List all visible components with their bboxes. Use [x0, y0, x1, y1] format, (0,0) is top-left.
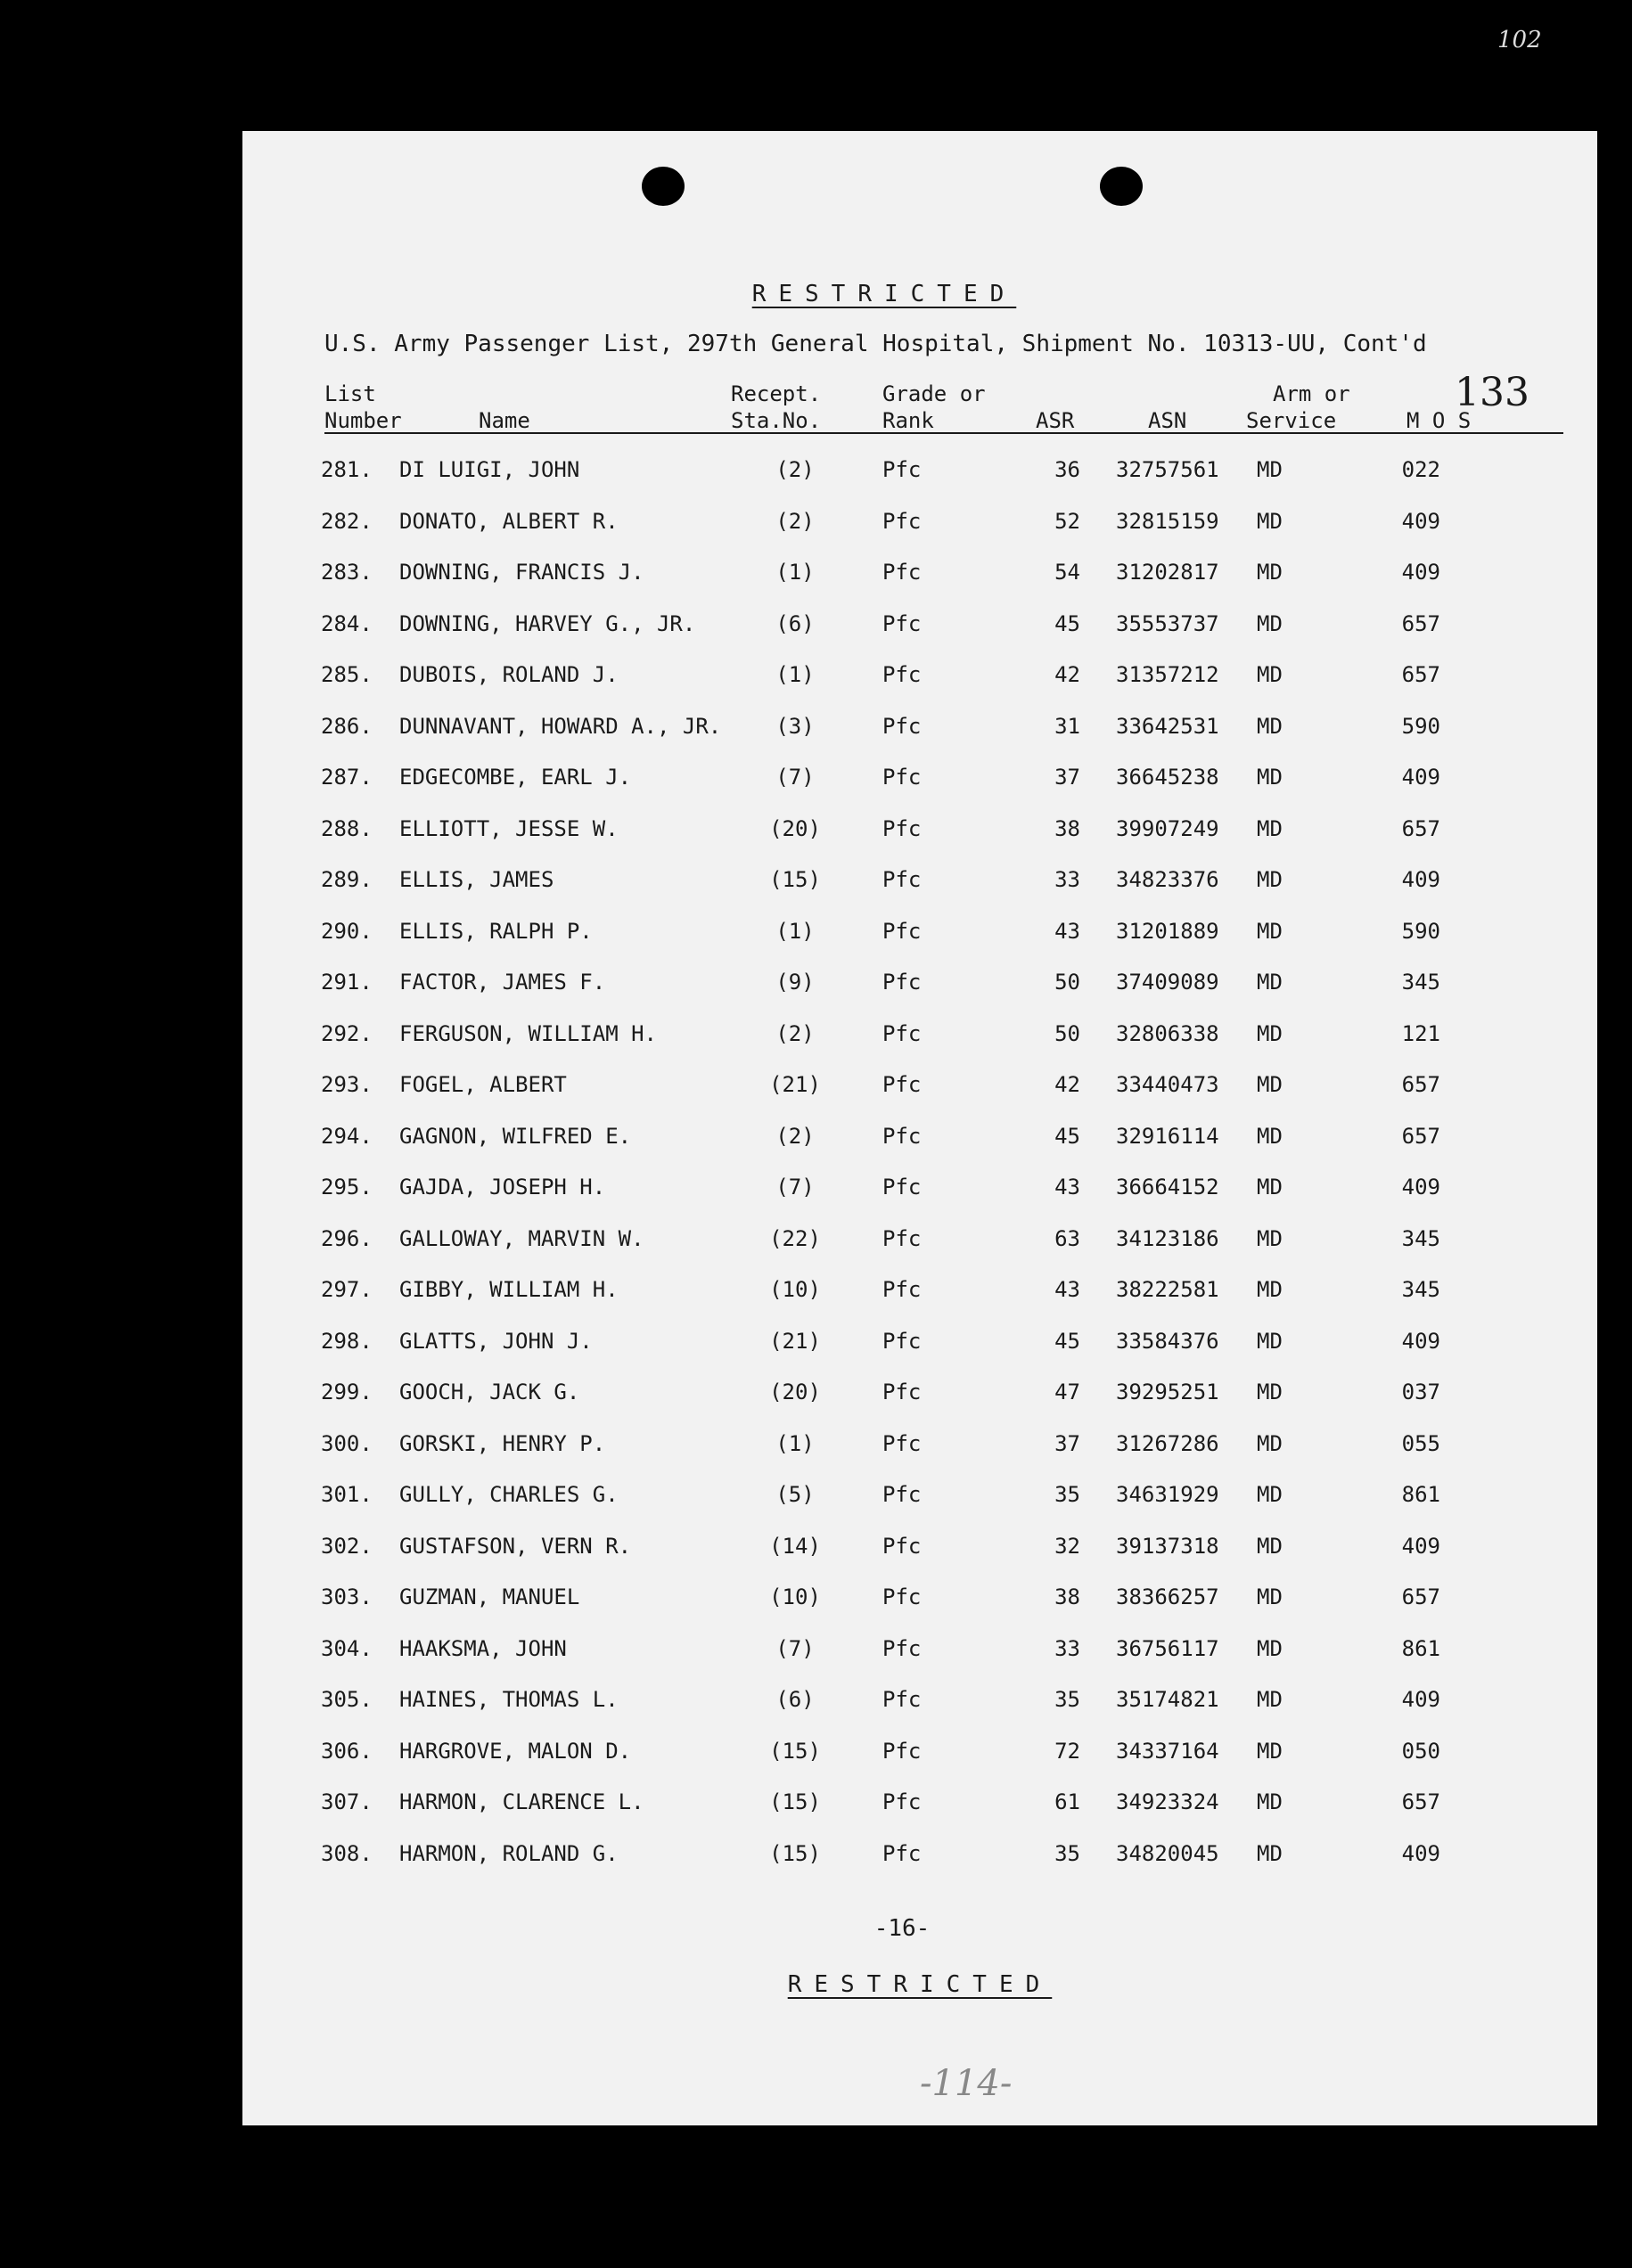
cell-asr: 31	[1054, 713, 1080, 739]
restricted-footer: RESTRICTED	[787, 1971, 1053, 1998]
cell-asr: 52	[1054, 508, 1080, 534]
cell-rank: Pfc	[882, 1635, 922, 1661]
cell-arm: MD	[1257, 457, 1283, 482]
cell-asn: 35174821	[1116, 1687, 1219, 1712]
cell-mos: 121	[1401, 1020, 1440, 1046]
cell-name: GIBBY, WILLIAM H.	[399, 1277, 619, 1302]
cell-name: ELLIS, JAMES	[399, 867, 554, 892]
cell-asn: 33584376	[1116, 1328, 1219, 1354]
cell-mos: 409	[1401, 508, 1440, 534]
cell-asr: 33	[1054, 867, 1080, 892]
cell-mos: 037	[1401, 1380, 1440, 1404]
cell-asn: 36756117	[1116, 1635, 1219, 1661]
cell-asr: 38	[1054, 815, 1080, 841]
cell-num: 294.	[321, 1123, 373, 1149]
cell-arm: MD	[1257, 1072, 1283, 1097]
cell-rank: Pfc	[882, 1430, 922, 1456]
column-header-arm: Arm or Service	[1246, 381, 1350, 433]
cell-sta: (1)	[775, 662, 815, 687]
cell-asn: 34337164	[1116, 1738, 1219, 1764]
cell-rank: Pfc	[882, 815, 922, 841]
table-row	[242, 1060, 1597, 1111]
passenger-rows	[242, 445, 1597, 1879]
cell-num: 299.	[321, 1380, 373, 1404]
cell-sta: (15)	[769, 1840, 821, 1866]
punch-hole-left	[642, 167, 685, 206]
header-rule	[324, 432, 1563, 434]
cell-sta: (6)	[775, 1687, 815, 1712]
cell-rank: Pfc	[882, 662, 922, 687]
cell-rank: Pfc	[882, 1380, 922, 1404]
cell-rank: Pfc	[882, 765, 922, 790]
cell-rank: Pfc	[882, 1687, 922, 1712]
table-row	[242, 1572, 1597, 1624]
cell-rank: Pfc	[882, 1840, 922, 1866]
cell-mos: 657	[1401, 662, 1440, 687]
cell-rank: Pfc	[882, 1175, 922, 1200]
cell-arm: MD	[1257, 970, 1283, 995]
cell-arm: MD	[1257, 1123, 1283, 1149]
cell-sta: (21)	[769, 1328, 821, 1354]
cell-asr: 32	[1054, 1533, 1080, 1559]
cell-asn: 32757561	[1116, 457, 1219, 482]
cell-arm: MD	[1257, 560, 1283, 585]
cell-name: DOWNING, FRANCIS J.	[399, 560, 644, 585]
cell-arm: MD	[1257, 662, 1283, 687]
cell-name: GAGNON, WILFRED E.	[399, 1123, 632, 1149]
handwritten-number: -114-	[920, 2063, 1013, 2104]
cell-arm: MD	[1257, 1020, 1283, 1046]
cell-asr: 36	[1054, 457, 1080, 482]
cell-num: 281.	[321, 457, 373, 482]
cell-name: EDGECOMBE, EARL J.	[399, 765, 632, 790]
table-row	[242, 906, 1597, 958]
cell-num: 306.	[321, 1738, 373, 1764]
cell-arm: MD	[1257, 1430, 1283, 1456]
column-header-name: Name	[479, 408, 530, 433]
cell-mos: 657	[1401, 1072, 1440, 1097]
cell-sta: (20)	[769, 1380, 821, 1404]
cell-arm: MD	[1257, 1840, 1283, 1866]
cell-num: 285.	[321, 662, 373, 687]
cell-asr: 33	[1054, 1635, 1080, 1661]
cell-sta: (15)	[769, 1789, 821, 1814]
cell-asn: 32916114	[1116, 1123, 1219, 1149]
table-row	[242, 1624, 1597, 1675]
cell-rank: Pfc	[882, 508, 922, 534]
punch-hole-right	[1100, 167, 1143, 206]
cell-sta: (1)	[775, 560, 815, 585]
cell-sta: (14)	[769, 1533, 821, 1559]
cell-asn: 39907249	[1116, 815, 1219, 841]
cell-arm: MD	[1257, 1225, 1283, 1251]
cell-num: 305.	[321, 1687, 373, 1712]
cell-num: 307.	[321, 1789, 373, 1814]
cell-name: FACTOR, JAMES F.	[399, 970, 606, 995]
column-header-sta: Recept. Sta.No.	[731, 381, 822, 433]
cell-asn: 36645238	[1116, 765, 1219, 790]
cell-asr: 38	[1054, 1584, 1080, 1609]
cell-asr: 35	[1054, 1687, 1080, 1712]
cell-sta: (1)	[775, 918, 815, 944]
cell-asn: 34823376	[1116, 867, 1219, 892]
cell-arm: MD	[1257, 1328, 1283, 1354]
cell-asr: 63	[1054, 1225, 1080, 1251]
cell-sta: (10)	[769, 1584, 821, 1609]
cell-rank: Pfc	[882, 610, 922, 636]
cell-mos: 409	[1401, 765, 1440, 790]
table-row	[242, 1470, 1597, 1521]
cell-mos: 055	[1401, 1430, 1440, 1456]
cell-rank: Pfc	[882, 1020, 922, 1046]
column-header-rank: Grade or Rank	[882, 381, 986, 433]
cell-asn: 35553737	[1116, 610, 1219, 636]
cell-name: FOGEL, ALBERT	[399, 1072, 567, 1097]
cell-name: GULLY, CHARLES G.	[399, 1482, 619, 1507]
cell-num: 286.	[321, 713, 373, 739]
cell-mos: 022	[1401, 457, 1440, 482]
cell-mos: 590	[1401, 918, 1440, 944]
cell-asr: 42	[1054, 662, 1080, 687]
cell-rank: Pfc	[882, 1738, 922, 1764]
cell-asr: 61	[1054, 1789, 1080, 1814]
document-title: U.S. Army Passenger List, 297th General Hospital, Shipment No. 10313-UU, Cont'd	[324, 331, 1427, 357]
cell-rank: Pfc	[882, 918, 922, 944]
cell-asn: 34631929	[1116, 1482, 1219, 1507]
table-row	[242, 957, 1597, 1009]
cell-mos: 657	[1401, 1789, 1440, 1814]
cell-asr: 72	[1054, 1738, 1080, 1764]
cell-num: 290.	[321, 918, 373, 944]
cell-name: GLATTS, JOHN J.	[399, 1328, 593, 1354]
cell-mos: 345	[1401, 1225, 1440, 1251]
table-row	[242, 650, 1597, 701]
cell-arm: MD	[1257, 713, 1283, 739]
cell-num: 282.	[321, 508, 373, 534]
cell-arm: MD	[1257, 1175, 1283, 1200]
cell-arm: MD	[1257, 1533, 1283, 1559]
cell-rank: Pfc	[882, 457, 922, 482]
cell-sta: (22)	[769, 1225, 821, 1251]
table-row	[242, 1777, 1597, 1829]
cell-sta: (3)	[775, 713, 815, 739]
cell-mos: 345	[1401, 970, 1440, 995]
cell-name: DOWNING, HARVEY G., JR.	[399, 610, 696, 636]
cell-asr: 50	[1054, 1020, 1080, 1046]
cell-num: 284.	[321, 610, 373, 636]
cell-sta: (20)	[769, 815, 821, 841]
cell-asn: 32815159	[1116, 508, 1219, 534]
cell-asn: 37409089	[1116, 970, 1219, 995]
cell-arm: MD	[1257, 1635, 1283, 1661]
cell-asr: 43	[1054, 1277, 1080, 1302]
cell-asr: 45	[1054, 1123, 1080, 1149]
cell-name: HARGROVE, MALON D.	[399, 1738, 632, 1764]
cell-asn: 33642531	[1116, 713, 1219, 739]
cell-sta: (2)	[775, 1123, 815, 1149]
table-row	[242, 855, 1597, 906]
table-row	[242, 1726, 1597, 1778]
cell-mos: 657	[1401, 1584, 1440, 1609]
table-row	[242, 599, 1597, 651]
cell-num: 298.	[321, 1328, 373, 1354]
cell-mos: 409	[1401, 867, 1440, 892]
cell-sta: (10)	[769, 1277, 821, 1302]
cell-sta: (1)	[775, 1430, 815, 1456]
cell-num: 308.	[321, 1840, 373, 1866]
cell-name: GALLOWAY, MARVIN W.	[399, 1225, 644, 1251]
table-row	[242, 1111, 1597, 1163]
cell-num: 291.	[321, 970, 373, 995]
cell-asn: 38222581	[1116, 1277, 1219, 1302]
cell-arm: MD	[1257, 918, 1283, 944]
cell-mos: 409	[1401, 1687, 1440, 1712]
cell-asn: 33440473	[1116, 1072, 1219, 1097]
cell-arm: MD	[1257, 610, 1283, 636]
table-row	[242, 445, 1597, 496]
cell-rank: Pfc	[882, 1584, 922, 1609]
cell-mos: 861	[1401, 1635, 1440, 1661]
cell-asn: 31357212	[1116, 662, 1219, 687]
cell-name: GORSKI, HENRY P.	[399, 1430, 606, 1456]
cell-arm: MD	[1257, 1277, 1283, 1302]
cell-arm: MD	[1257, 867, 1283, 892]
cell-sta: (15)	[769, 1738, 821, 1764]
cell-sta: (7)	[775, 765, 815, 790]
cell-mos: 657	[1401, 1123, 1440, 1149]
cell-sta: (2)	[775, 457, 815, 482]
cell-num: 303.	[321, 1584, 373, 1609]
cell-sta: (7)	[775, 1175, 815, 1200]
cell-mos: 590	[1401, 713, 1440, 739]
cell-rank: Pfc	[882, 1533, 922, 1559]
cell-rank: Pfc	[882, 560, 922, 585]
cell-rank: Pfc	[882, 1277, 922, 1302]
cell-num: 300.	[321, 1430, 373, 1456]
cell-name: GAJDA, JOSEPH H.	[399, 1175, 606, 1200]
cell-mos: 657	[1401, 815, 1440, 841]
cell-num: 301.	[321, 1482, 373, 1507]
cell-asr: 45	[1054, 610, 1080, 636]
cell-mos: 409	[1401, 560, 1440, 585]
table-row	[242, 1674, 1597, 1726]
cell-arm: MD	[1257, 1482, 1283, 1507]
column-header-mos: M O S	[1406, 408, 1472, 433]
cell-num: 293.	[321, 1072, 373, 1097]
cell-asr: 43	[1054, 1175, 1080, 1200]
cell-asr: 50	[1054, 970, 1080, 995]
cell-asr: 47	[1054, 1380, 1080, 1404]
table-row	[242, 496, 1597, 548]
cell-mos: 409	[1401, 1175, 1440, 1200]
table-row	[242, 1162, 1597, 1214]
cell-name: DUNNAVANT, HOWARD A., JR.	[399, 713, 722, 739]
cell-mos: 409	[1401, 1328, 1440, 1354]
cell-asn: 38366257	[1116, 1584, 1219, 1609]
page-stamp-number: 133	[1455, 370, 1529, 415]
cell-arm: MD	[1257, 1380, 1283, 1404]
cell-arm: MD	[1257, 1738, 1283, 1764]
cell-asr: 35	[1054, 1840, 1080, 1866]
cell-asn: 39295251	[1116, 1380, 1219, 1404]
cell-arm: MD	[1257, 815, 1283, 841]
cell-arm: MD	[1257, 1584, 1283, 1609]
column-header-asn: ASN	[1148, 408, 1187, 433]
cell-num: 289.	[321, 867, 373, 892]
table-row	[242, 1009, 1597, 1060]
cell-asr: 35	[1054, 1482, 1080, 1507]
cell-num: 296.	[321, 1225, 373, 1251]
cell-rank: Pfc	[882, 1328, 922, 1354]
cell-arm: MD	[1257, 1687, 1283, 1712]
cell-rank: Pfc	[882, 713, 922, 739]
cell-asn: 31267286	[1116, 1430, 1219, 1456]
column-header-list-number: List Number	[324, 381, 402, 433]
table-row	[242, 1521, 1597, 1573]
table-row	[242, 701, 1597, 753]
cell-num: 287.	[321, 765, 373, 790]
cell-arm: MD	[1257, 765, 1283, 790]
cell-sta: (9)	[775, 970, 815, 995]
table-row	[242, 1367, 1597, 1419]
cell-name: FERGUSON, WILLIAM H.	[399, 1020, 657, 1046]
cell-rank: Pfc	[882, 1123, 922, 1149]
cell-name: GUSTAFSON, VERN R.	[399, 1533, 632, 1559]
cell-name: DONATO, ALBERT R.	[399, 508, 619, 534]
cell-asr: 54	[1054, 560, 1080, 585]
cell-arm: MD	[1257, 1789, 1283, 1814]
cell-sta: (21)	[769, 1072, 821, 1097]
cell-num: 302.	[321, 1533, 373, 1559]
restricted-header: RESTRICTED	[751, 281, 1017, 307]
cell-asr: 42	[1054, 1072, 1080, 1097]
cell-asr: 45	[1054, 1328, 1080, 1354]
cell-name: DI LUIGI, JOHN	[399, 457, 580, 482]
table-row	[242, 1419, 1597, 1470]
cell-asn: 32806338	[1116, 1020, 1219, 1046]
cell-rank: Pfc	[882, 1225, 922, 1251]
cell-asn: 31201889	[1116, 918, 1219, 944]
cell-name: HARMON, ROLAND G.	[399, 1840, 619, 1866]
cell-rank: Pfc	[882, 970, 922, 995]
page-number: -16-	[873, 1915, 931, 1942]
cell-sta: (15)	[769, 867, 821, 892]
corner-mark: 102	[1497, 27, 1542, 53]
cell-sta: (2)	[775, 508, 815, 534]
cell-num: 292.	[321, 1020, 373, 1046]
table-row	[242, 547, 1597, 599]
cell-name: HARMON, CLARENCE L.	[399, 1789, 644, 1814]
cell-num: 304.	[321, 1635, 373, 1661]
cell-rank: Pfc	[882, 1482, 922, 1507]
cell-name: ELLIS, RALPH P.	[399, 918, 593, 944]
cell-asr: 37	[1054, 765, 1080, 790]
table-row	[242, 1829, 1597, 1880]
cell-name: ELLIOTT, JESSE W.	[399, 815, 619, 841]
cell-mos: 409	[1401, 1533, 1440, 1559]
cell-mos: 657	[1401, 610, 1440, 636]
cell-name: GUZMAN, MANUEL	[399, 1584, 580, 1609]
cell-sta: (7)	[775, 1635, 815, 1661]
cell-num: 288.	[321, 815, 373, 841]
cell-name: GOOCH, JACK G.	[399, 1380, 580, 1404]
cell-rank: Pfc	[882, 1072, 922, 1097]
cell-rank: Pfc	[882, 1789, 922, 1814]
table-row	[242, 1265, 1597, 1316]
cell-asn: 31202817	[1116, 560, 1219, 585]
cell-name: HAAKSMA, JOHN	[399, 1635, 567, 1661]
cell-name: DUBOIS, ROLAND J.	[399, 662, 619, 687]
table-row	[242, 1214, 1597, 1265]
cell-asn: 36664152	[1116, 1175, 1219, 1200]
cell-arm: MD	[1257, 508, 1283, 534]
cell-mos: 050	[1401, 1738, 1440, 1764]
cell-asn: 34820045	[1116, 1840, 1219, 1866]
cell-asn: 34123186	[1116, 1225, 1219, 1251]
cell-asn: 34923324	[1116, 1789, 1219, 1814]
table-row	[242, 804, 1597, 856]
cell-num: 283.	[321, 560, 373, 585]
cell-mos: 861	[1401, 1482, 1440, 1507]
cell-num: 295.	[321, 1175, 373, 1200]
cell-asn: 39137318	[1116, 1533, 1219, 1559]
cell-sta: (2)	[775, 1020, 815, 1046]
cell-asr: 43	[1054, 918, 1080, 944]
cell-sta: (5)	[775, 1482, 815, 1507]
cell-name: HAINES, THOMAS L.	[399, 1687, 619, 1712]
table-row	[242, 752, 1597, 804]
cell-mos: 409	[1401, 1840, 1440, 1866]
cell-mos: 345	[1401, 1277, 1440, 1302]
table-row	[242, 1316, 1597, 1368]
cell-rank: Pfc	[882, 867, 922, 892]
column-header-asr: ASR	[1036, 408, 1075, 433]
cell-num: 297.	[321, 1277, 373, 1302]
document-page	[242, 131, 1597, 2125]
cell-asr: 37	[1054, 1430, 1080, 1456]
cell-sta: (6)	[775, 610, 815, 636]
